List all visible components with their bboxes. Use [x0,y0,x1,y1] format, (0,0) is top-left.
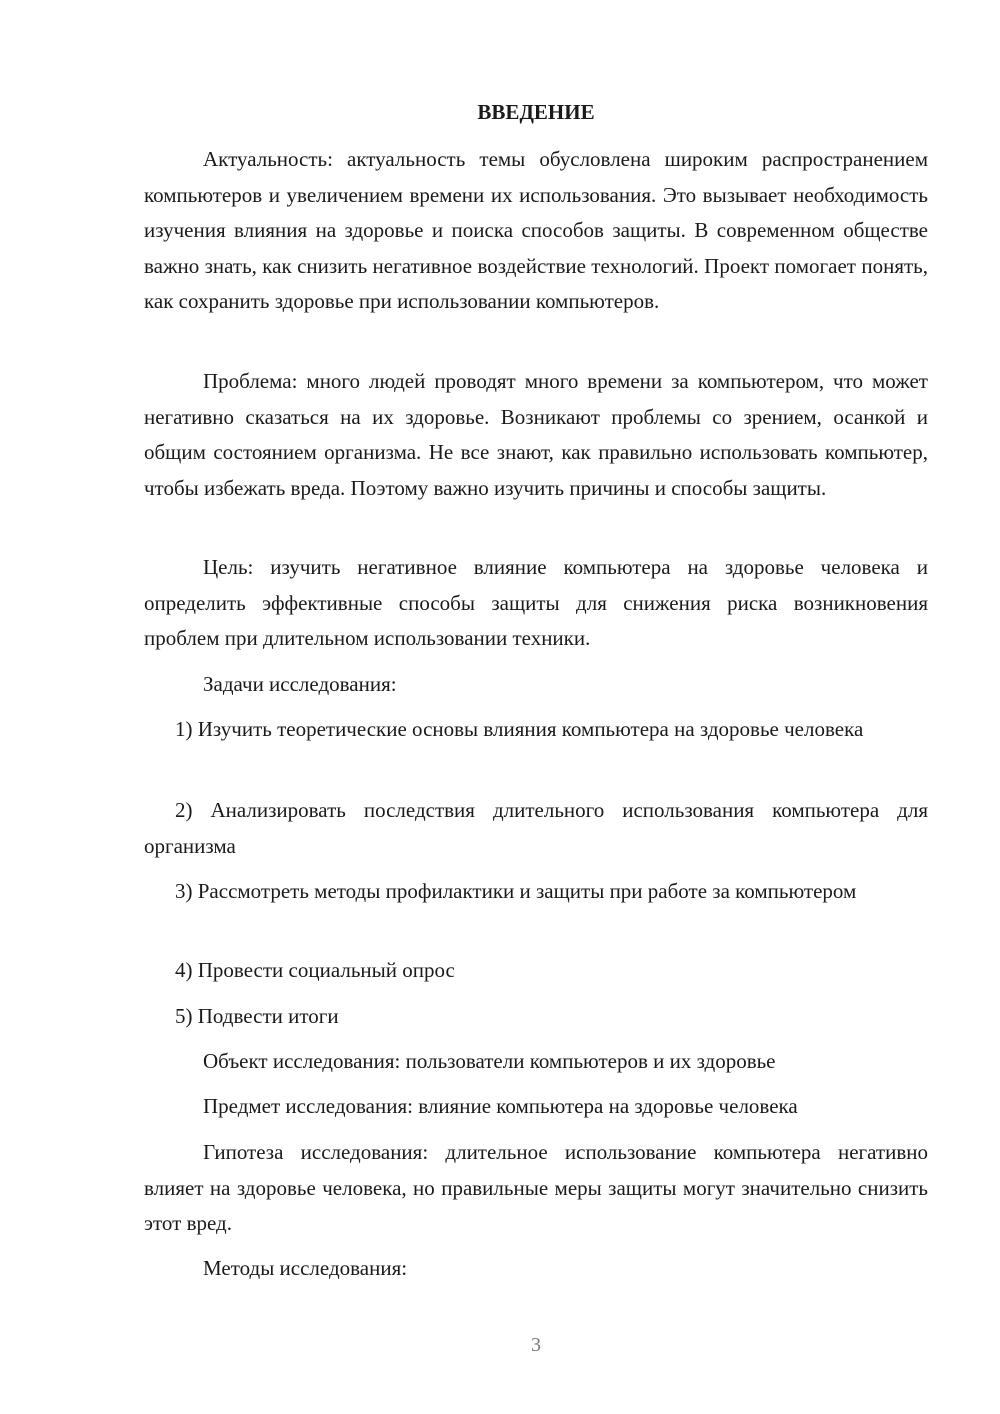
research-object: Объект исследования: пользователи компьютеров и их здоровье [203,1049,776,1073]
methods-heading: Методы исследования: [203,1256,408,1280]
relevance-paragraph: Актуальность: актуальность темы обусловлена широким распространением компьютеров и увеличением времени их использования. Это вызывает необходимость изучения влияния на здоровье и поиска способов защиты. В современном обществе важно знать, как снизить негативное воздействие технологий. Проект помогает понять, как сохранить здоровье при использовании компьютеров. [144,147,928,314]
research-hypothesis: Гипотеза исследования: длительное использование компьютера негативно влияет на здоровье человека, но правильные меры защиты могут значительно снизить этот вред. [144,1140,928,1236]
task-item-2: 2) Анализировать последствия длительного использования компьютера для организма [144,798,928,858]
section-heading: ВВЕДЕНИЕ [477,100,595,124]
problem-paragraph: Проблема: много людей проводят много времени за компьютером, что может негативно сказаться на их здоровье. Возникают проблемы со зрением, осанкой и общим состоянием организма. Не все знают, как правильно использовать компьютер, чтобы избежать вреда. Поэтому важно изучить причины и способы защиты. [144,369,928,500]
task-item-4: 4) Провести социальный опрос [175,958,455,982]
task-item-1: 1) Изучить теоретические основы влияния компьютера на здоровье человека [175,717,864,741]
goal-paragraph: Цель: изучить негативное влияние компьютера на здоровье человека и определить эффективные способы защиты для снижения риска возникновения проблем при длительном использовании техники. [144,555,928,651]
research-subject: Предмет исследования: влияние компьютера на здоровье человека [203,1094,798,1118]
tasks-heading: Задачи исследования: [203,672,397,696]
task-item-5: 5) Подвести итоги [175,1004,339,1028]
task-item-3: 3) Рассмотреть методы профилактики и защиты при работе за компьютером [175,879,857,903]
page-number: 3 [531,1334,541,1356]
